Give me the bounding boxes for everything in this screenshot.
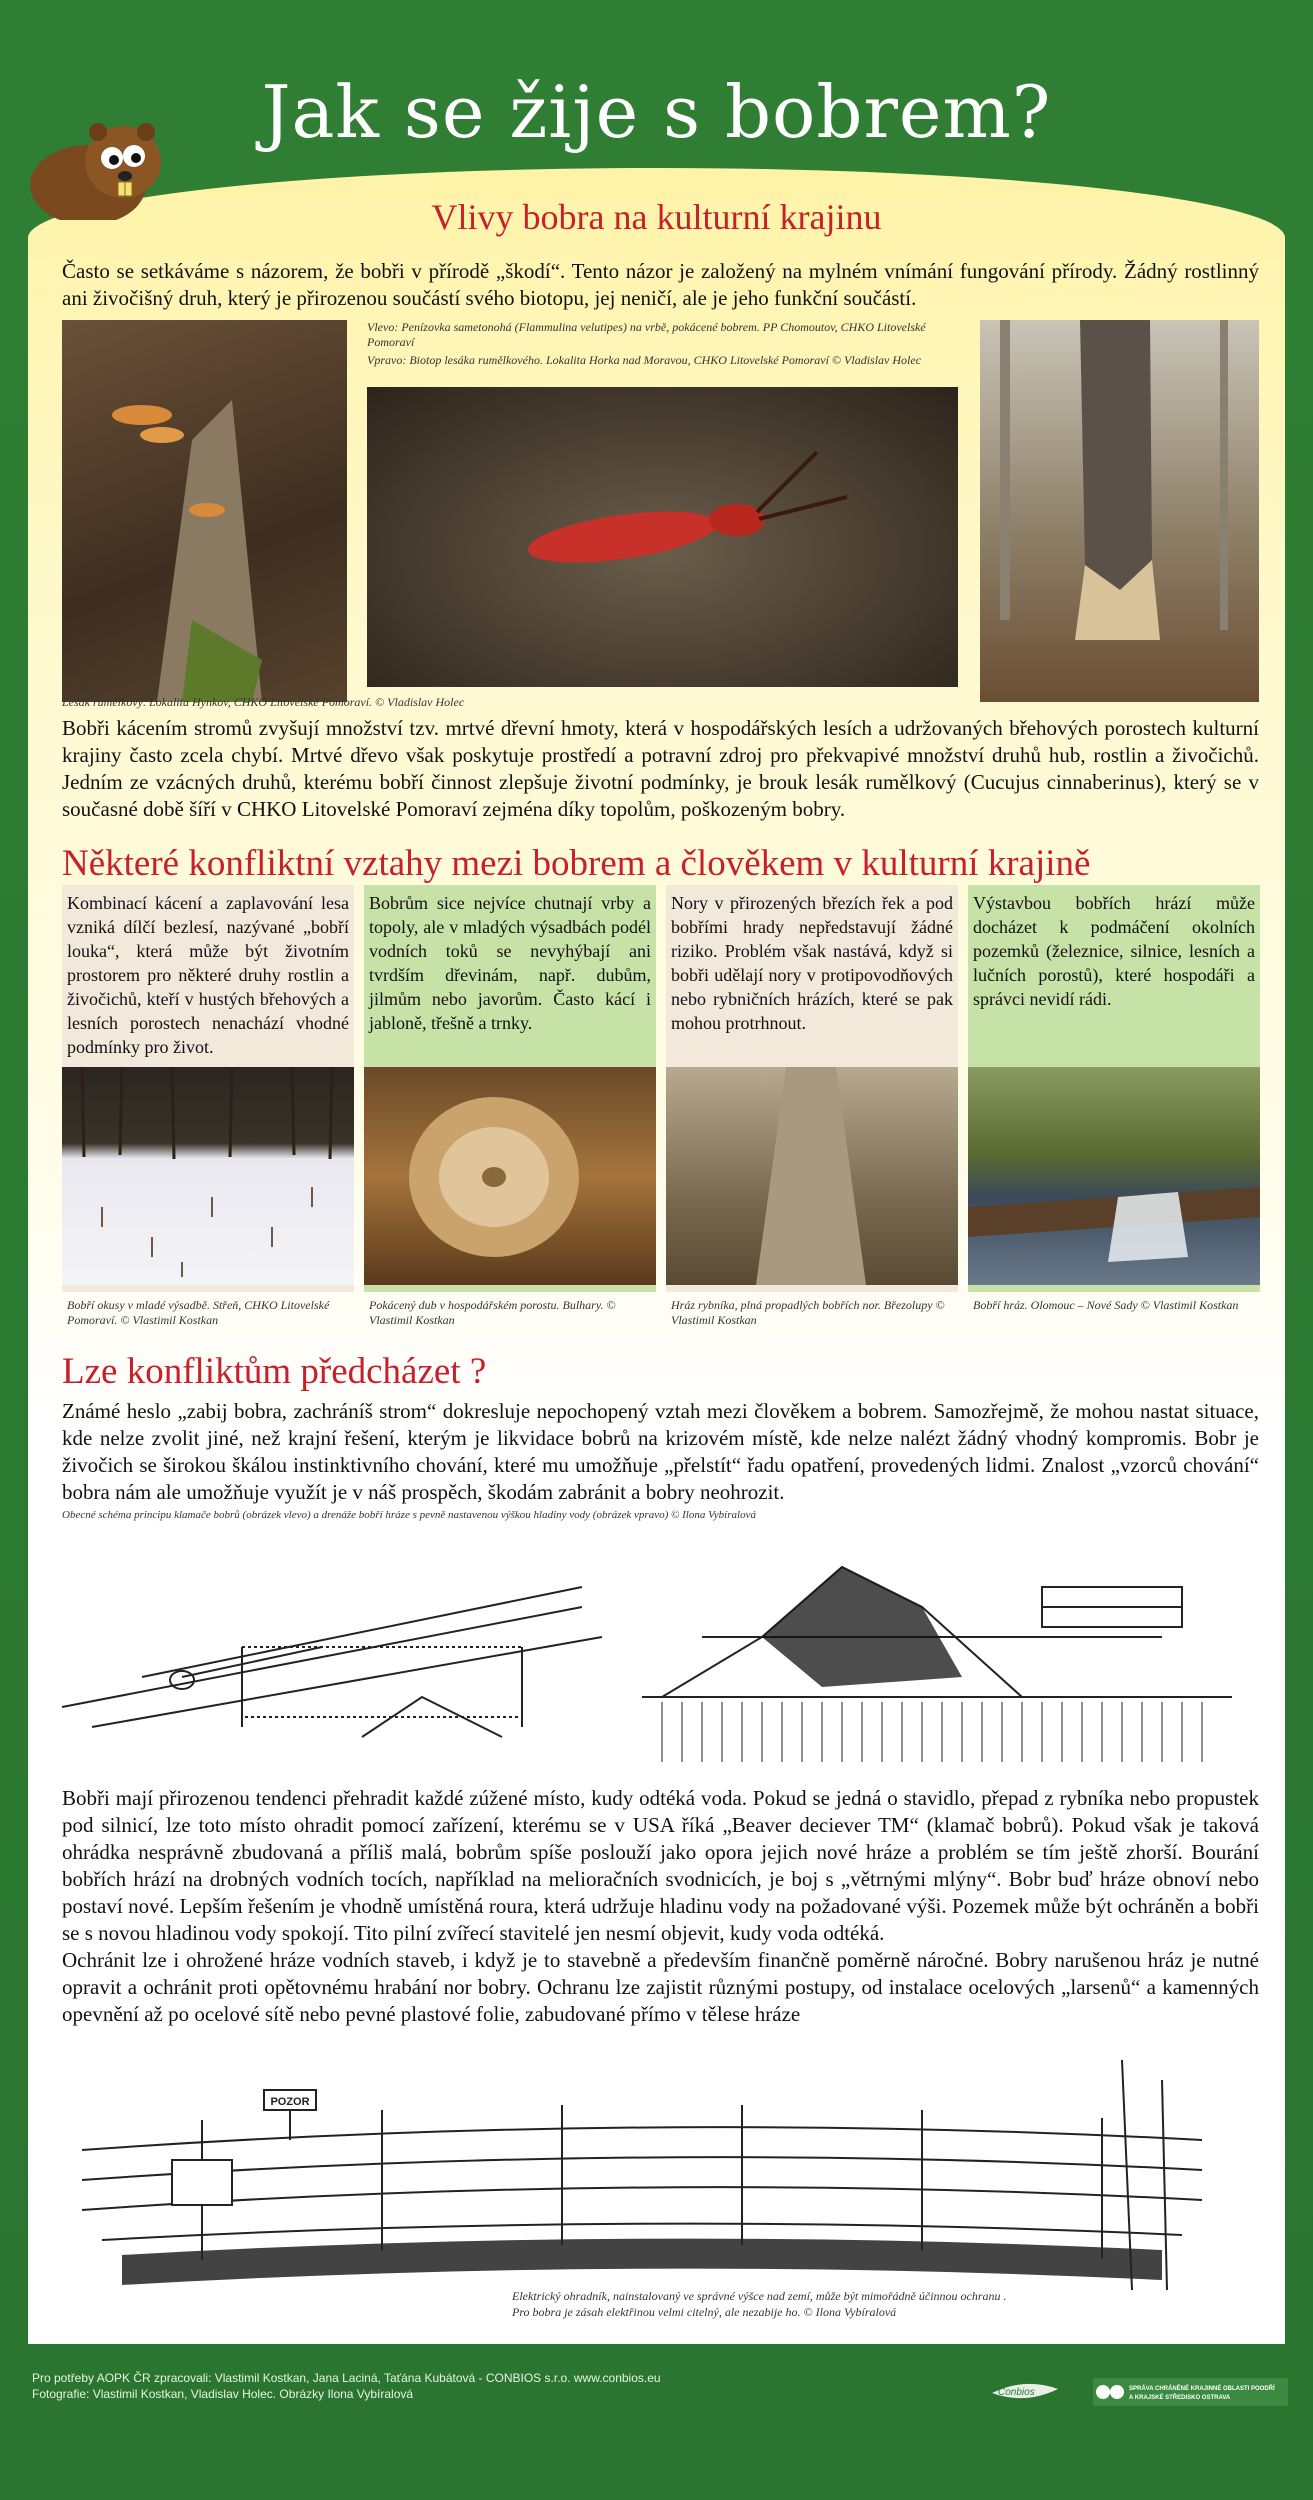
section1-intro: Často se setkáváme s názorem, že bobři v přírodě „škodí“. Tento názor je založený na mylném vnímání fungování přírody. Žádný rostlinný ani živočišný druh, který je přirozenou součástí svého biotopu, jej neničí, ale je jeho funkční součástí. [62, 259, 1259, 310]
conflict-text-4: Výstavbou bobřích hrází může docházet k podmáčení okolních pozemků (železnice, silnice, lesních a lučních porostů), které hospodáři a správci nevidí rádi. [973, 893, 1255, 1009]
aopk-leaf-icon [1093, 2378, 1288, 2406]
conflict-caption-4: Bobří hráz. Olomouc – Nové Sady © Vlastimil Kostkan [973, 1298, 1239, 1312]
fence-caption-1: Elektrický ohradník, nainstalovaný ve správné výšce nad zemí, může být mimořádně účinnou ochranu . [512, 2289, 1007, 2303]
photo-beetle [367, 387, 958, 687]
conflict-caption-2: Pokácený dub v hospodářském porostu. Bulhary. © Vlastimil Kostkan [369, 1298, 616, 1327]
conflict-caption-3: Hráz rybníka, plná propadlých bobřích nor. Březolupy © Vlastimil Kostkan [671, 1298, 945, 1327]
schema-caption: Obecné schéma principu klamače bobrů (obrázek vlevo) a drenáže bobří hráze s pevně nastavenou výškou hladiny vody (obrázek vpravo) © Ilona Vybíralová [62, 1509, 756, 1521]
poster-title: Jak se žije s bobrem? [261, 70, 1052, 154]
photo-beaver-dam [968, 1067, 1260, 1285]
footer-line-2: Fotografie: Vlastimil Kostkan, Vladislav Holec. Obrázky Ilona Vybíralová [32, 2387, 414, 2401]
svg-text:SPRÁVA CHRÁNĚNÉ KRAJINNÉ OBLAS: SPRÁVA CHRÁNĚNÉ KRAJINNÉ OBLASTI POODŘÍ [1129, 2386, 1275, 2392]
schema-drawings [62, 1527, 1242, 1772]
photo-pond-dam [666, 1067, 958, 1285]
section3-title: Lze konfliktům předcházet ? [62, 1351, 487, 1392]
section3-body2: Ochránit lze i ohrožené hráze vodních staveb, i když je to stavebně a především finančně poměrně náročné. Bobry narušenou hráz je nutné opravit a ochránit proti opětovnému hrabání nor bobry. Ochranu lze zajistit různými postupy, od instalace ocelových „larsenů“ a kamenných opevnění až po ocelové sítě nebo pevné plastové folie, zabudované přímo v tělese hráze [62, 1948, 1259, 2026]
photo-snow-plantation [62, 1067, 354, 1285]
section1-body: Bobři kácením stromů zvyšují množství tzv. mrtvé dřevní hmoty, která v hospodářských lesích a udržovaných břehových porostech kulturní krajiny často zcela chybí. Mrtvé dřevo však poskytuje prostředí a potravní zdroj pro překvapivé množství druhů hub, rostlin a živočichů. Jedním ze vzácných druhů, kterému bobří činnost zlepšuje životní podmínky, je brouk lesák rumělkový (Cucujus cinnaberinus), který se v současné době šíří v CHKO Litovelské Pomoraví zejména díky topolům, poškozeným bobry. [62, 716, 1259, 821]
section2-title: Některé konfliktní vztahy mezi bobrem a člověkem v kulturní krajině [62, 843, 1091, 884]
caption-top-right: Vpravo: Biotop lesáka rumělkového. Lokalita Horka nad Moravou, CHKO Litovelské Pomoraví © Vladislav Holec [367, 353, 922, 367]
photo-felled-oak [364, 1067, 656, 1285]
caption-beetle: Lesák rumělkový. Lokalita Hynkov, CHKO Litovelské Pomoraví. © Vladislav Holec [62, 695, 465, 709]
aopk-logo [1093, 2378, 1288, 2406]
photo-fungus-stump [62, 320, 347, 702]
section1-title: Vlivy bobra na kulturní krajinu [431, 197, 882, 237]
section3-intro: Známé heslo „zabij bobra, zachráníš strom“ dokresluje nepochopený vztah mezi člověkem a bobrem. Samozřejmě, že mohou nastat situace, kde nelze zvolit jiné, než krajní řešení, kterým je likvidace bobrů na krizovém místě, kde nelze nalézt žádný vhodný kompromis. Bobr je živočich se širokou škálou instinktivního chování, které mu umožňuje „přelstít“ řadu opatření, provedených lidmi. Znalost „vzorců chování“ bobra nám ale umožňuje využít je v náš prospěch, škodám zabránit a bobry neohrozit. [62, 1399, 1259, 1504]
conflict-text-1: Kombinací kácení a zaplavování lesa vzniká dílčí bezlesí, nazývané „bobří louka“, která může být životním prostorem pro některé druhy rostlin a živočichů, kteří v hustých břehových a lesních porostech nenachází vhodné podmínky pro život. [67, 893, 349, 1057]
svg-text:Conbios: Conbios [998, 2387, 1035, 2398]
footer-line-1: Pro potřeby AOPK ČR zpracovali: Vlastimil Kostkan, Jana Laciná, Taťána Kubátová - CONBIOS s.r.o. www.conbios.eu [32, 2371, 661, 2385]
conflict-text-3: Nory v přirozených březích řek a pod bobřími hrady nepředstavují žádné riziko. Problém však nastává, když si bobři udělají nory v protipovodňových nebo rybničních hrázích, které se pak mohou protrhnout. [671, 893, 953, 1033]
electric-fence-drawing [62, 2040, 1222, 2310]
svg-text:A KRAJSKÉ STŘEDISKO OSTRAVA: A KRAJSKÉ STŘEDISKO OSTRAVA [1129, 2395, 1231, 2401]
conbios-logo-icon [990, 2375, 1060, 2405]
section3-body1: Bobři mají přirozenou tendenci přehradit každé zúžené místo, kudy odtéká voda. Pokud se jedná o stavidlo, přepad z rybníka nebo propustek pod silnicí, lze toto místo ohradit pomocí zařízení, kterému se v USA říká „Beaver deciever TM“ (klamač bobrů). Pokud však je taková ohrádka nesprávně zbudovaná a příliš malá, bobrům spíše poslouží jako opora jejich nové hráze a problém se tím ještě zhorší. Bourání bobřích hrází na drobných vodních tocích, například na melioračních svodnicích, je boj s „větrnými mlýny“. Bobr buď hráze obnoví nebo postaví nové. Lepším řešením je vhodně umístěná roura, která udržuje hladinu vody na požadované výši. Pozemek může být ochráněn a bobři se s novou hladinou vody spokojí. Tito pilní zvířecí stavitelé jen nesmí objevit, kudy voda odtéká. [62, 1786, 1259, 1945]
caption-top-left: Vlevo: Penízovka sametonohá (Flammulina velutipes) na vrbě, pokácené bobrem. PP Chomoutov, CHKO Litovelské Pomoraví [367, 320, 926, 349]
conflict-text-2: Bobrům sice nejvíce chutnají vrby a topoly, ale v mladých výsadbách podél vodních toků se nevyhýbají ani tvrdším dřevinám, např. dubům, jilmům nebo javorům. Často kácí i jabloně, třešně a trnky. [369, 893, 651, 1033]
sign-label: POZOR [270, 2096, 310, 2108]
photo-gnawed-tree [980, 320, 1259, 702]
footer-credits [32, 2370, 661, 2402]
conflict-caption-1: Bobří okusy v mladé výsadbě. Střeň, CHKO Litovelské Pomoraví. © Vlastimil Kostkan [67, 1298, 330, 1327]
fence-caption-2: Pro bobra je zásah elektřinou velmi citelný, ale nezabije ho. © Ilona Vybíralová [512, 2305, 897, 2319]
